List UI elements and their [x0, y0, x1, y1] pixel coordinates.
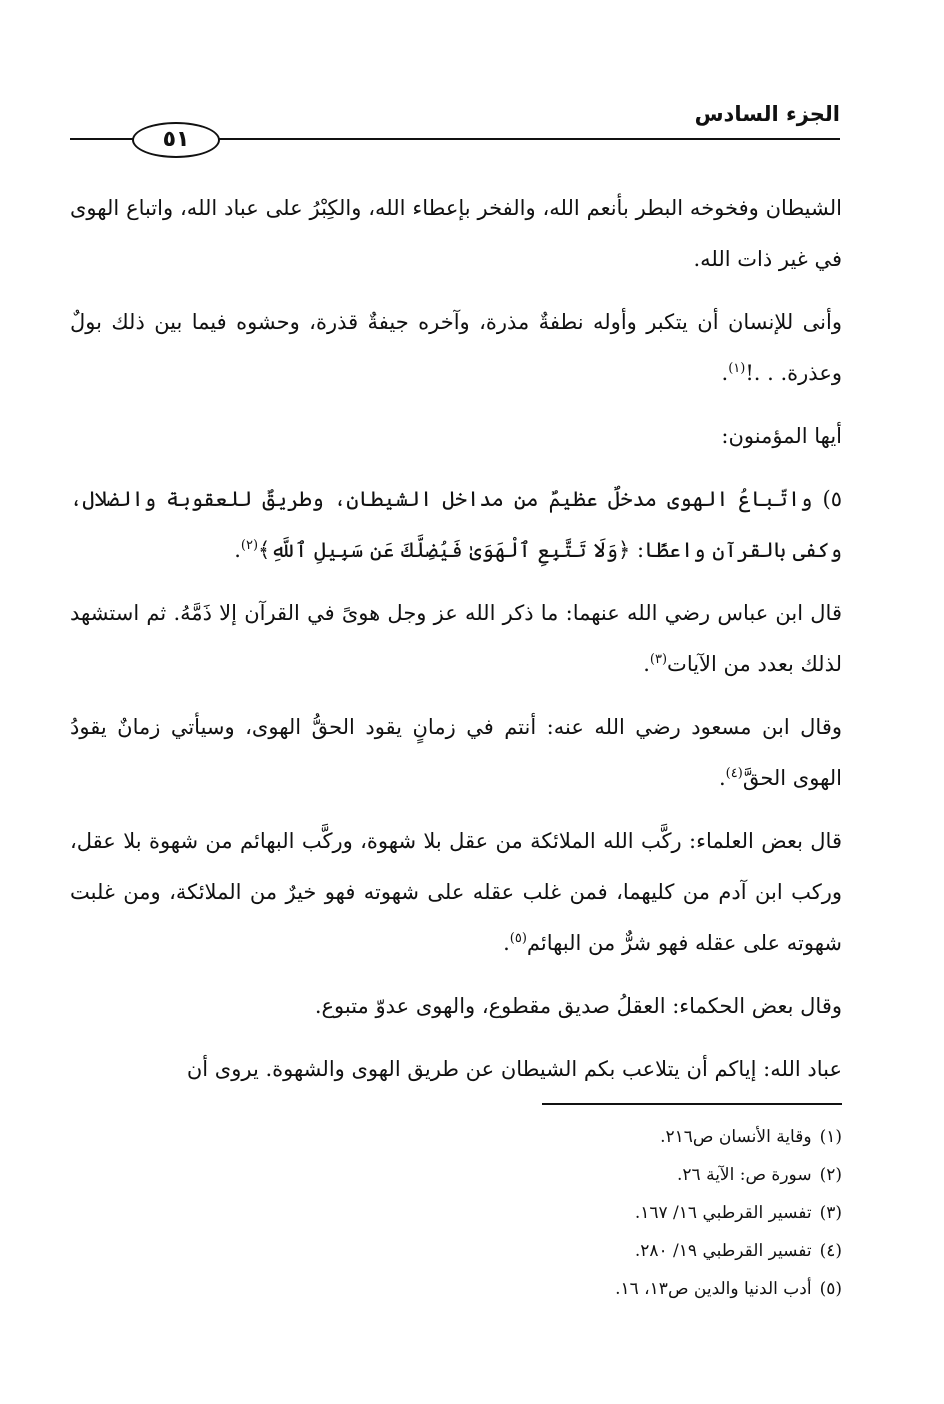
footnote-reference[interactable]: (٤)	[725, 766, 743, 781]
footnote-item	[242, 1194, 842, 1232]
paragraph	[70, 411, 842, 462]
paragraph-tail: .	[721, 361, 729, 385]
footnote-number: (٤)	[819, 1241, 842, 1261]
paragraph-text: وأنى للإنسان أن يتكبر وأوله نطفةٌ مذرة، وآخره جيفةٌ قذرة، وحشوه فيما بين ذلك بولٌ وعذرة. . .!	[70, 310, 842, 385]
footnote-item	[242, 1156, 842, 1194]
page-header	[70, 96, 840, 166]
footnote-text: أدب الدنيا والدين ص١٣، ١٦.	[615, 1279, 812, 1299]
page-body	[70, 183, 842, 1107]
paragraph-text: قال بعض العلماء: ركَّب الله الملائكة من عقل بلا شهوة، وركَّب البهائم من شهوة بلا عقل، وركب ابن آدم من كليهما، فمن غلب عقله على شهوته فهو خيرٌ من الملائكة، ومن غلبت شهوته على عقله فهو شرٌّ من البهائم	[70, 829, 842, 955]
paragraph-text: أيها المؤمنون:	[721, 424, 842, 448]
paragraph	[70, 816, 842, 969]
paragraph	[70, 588, 842, 690]
footnote-reference[interactable]: (١)	[728, 361, 746, 376]
footnote-separator	[542, 1103, 842, 1105]
chapter-title: الجزء السادس	[694, 102, 840, 126]
paragraph	[70, 474, 842, 576]
footnote-item	[242, 1118, 842, 1156]
paragraph-text: عباد الله: إياكم أن يتلاعب بكم الشيطان عن طريق الهوى والشهوة. يروى أن	[186, 1057, 842, 1081]
footnote-text: وقاية الأنسان ص٢١٦.	[660, 1127, 812, 1147]
paragraph-tail: .	[643, 652, 650, 676]
paragraph	[70, 702, 842, 804]
paragraph-tail: .	[718, 766, 726, 790]
paragraph	[70, 183, 842, 285]
footnote-number: (٣)	[819, 1203, 842, 1223]
footnote-reference[interactable]: (٥)	[509, 931, 527, 946]
footnote-number: (٢)	[819, 1165, 842, 1185]
paragraph-text: قال ابن عباس رضي الله عنهما: ما ذكر الله عز وجل هوىً في القرآن إلا ذَمَّهُ. ثم استشهد لذلك بعدد من الآيات	[70, 601, 842, 676]
footnote-reference[interactable]: (٣)	[649, 652, 668, 667]
footnote-number: (١)	[819, 1127, 842, 1147]
footnote-number: (٥)	[819, 1279, 842, 1299]
paragraph	[70, 297, 842, 399]
paragraph	[70, 981, 842, 1032]
footnote-text: سورة ص: الآية ٢٦.	[677, 1165, 812, 1185]
footnote-item	[242, 1232, 842, 1270]
footnote-text: تفسير القرطبي ١٦/ ١٦٧.	[634, 1203, 812, 1223]
paragraph-text: وقال ابن مسعود رضي الله عنه: أنتم في زمانٍ يقود الحقُّ الهوى، وسيأتي زمانٌ يقودُ الهوى الحقَّ	[70, 715, 842, 790]
paragraph-text: وقال بعض الحكماء: العقلُ صديق مقطوع، والهوى عدوّ متبوع.	[314, 994, 842, 1018]
footnote-text: تفسير القرطبي ١٩/ ٢٨٠.	[634, 1241, 812, 1261]
footnote-item	[242, 1270, 842, 1308]
paragraph-text: ٥) واتّباعُ الهوى مدخلٌ عظيمٌ من مداخل الشيطان، وطريقٌ للعقوبة والضلال، وكفى بالقرآن واعظًا: ﴿وَلَا تَتَّبِعِ ٱلْهَوَىٰ فَيُضِلَّكَ عَن سَبِيلِ ٱللَّهِ﴾	[70, 487, 842, 562]
footnotes	[242, 1118, 842, 1308]
page-number: ٥١	[132, 122, 220, 158]
paragraph-text: الشيطان وفخوخه البطر بأنعم الله، والفخر بإعطاء الله، والكِبْرُ على عباد الله، واتباع الهوى في غير ذات الله.	[70, 196, 842, 271]
paragraph	[70, 1044, 842, 1095]
footnote-reference[interactable]: (٢)	[240, 538, 259, 553]
paragraph-tail: .	[503, 931, 510, 955]
paragraph-tail: .	[234, 538, 241, 562]
